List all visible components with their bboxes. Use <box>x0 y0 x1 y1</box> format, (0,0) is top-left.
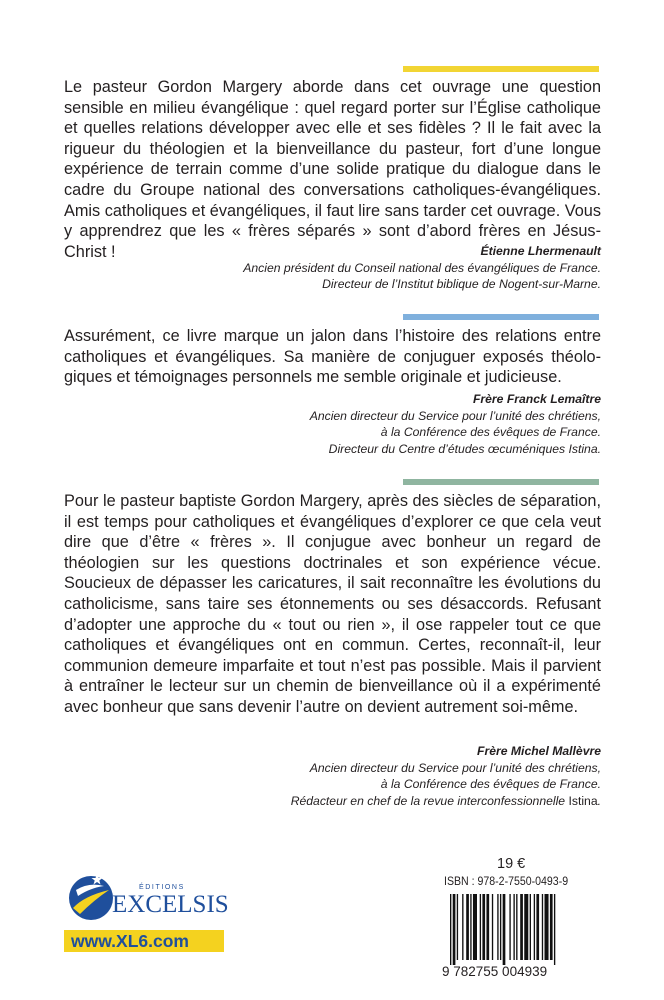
review-author-1-role-2: Directeur de l’Institut biblique de Nogent-sur-Marne. <box>322 277 601 291</box>
review-author-3: Frère Michel Mallèvre <box>477 744 601 758</box>
review-text-2: Assurément, ce livre marque un jalon dans l’histoire des relations entre catholiques et évangéliques. Sa manière de conjuguer exposés théologiques et témoignages personnels me semble originale et judicieuse. <box>64 327 601 387</box>
review-signature-3 <box>291 743 601 809</box>
divider-rule-green <box>403 479 599 485</box>
isbn: ISBN : 978-2-7550-0493-9 <box>444 876 569 888</box>
divider-rule-blue <box>403 314 599 320</box>
barcode-icon <box>442 894 601 965</box>
review-author-3-role-2: à la Conférence des évêques de France. <box>380 777 601 791</box>
publisher-url[interactable]: www.XL6.com <box>64 930 224 952</box>
review-author-2-role-3: Directeur du Centre d’études œcuméniques Istina. <box>328 441 601 456</box>
barcode-number: 9 782755 004939 <box>442 964 548 979</box>
review-author-3-role-3: Rédacteur en chef de la revue interconfessionnelle Istina. <box>290 793 601 808</box>
review-author-2-role-2: à la Conférence des évêques de France. <box>380 425 601 439</box>
publisher-label-small: ÉDITIONS <box>139 884 185 891</box>
publisher-name: EXCELSIS <box>112 891 229 918</box>
publisher-logo <box>64 868 244 928</box>
review-text-3: Pour le pasteur baptiste Gordon Margery, après des siècles de séparation, il est temps pour catholiques et évangéliques d’explorer ce que cela veut dire que d’être « frères ». Il conjugue avec bonheur un regard de théologien sur les questions doctrinales et son expérience vécue. Soucieux de dépasser les caricatures, il sait reconnaître les évolutions du catholicisme, sans taire ses étonnements ou ses désaccords. Refusant d’adopter une approche du « tout ou rien », il ose rappeler tout ce que catholiques et évangéliques ont en commun. Certes, reconnaît-il, leur communion demeure imparfaite et tout n’est pas possible. Mais il parvient à entraîner le lecteur sur un chemin de bienveillance où il a expérimenté avec bonheur que sans devenir l’autre on devient autrement soi-même. <box>64 492 601 716</box>
price: 19 € <box>497 856 526 872</box>
review-author-2-role-1: Ancien directeur du Service pour l’unité des chrétiens, <box>309 408 601 423</box>
review-author-2: Frère Franck Lemaître <box>472 392 601 406</box>
review-text-1: Le pasteur Gordon Margery aborde dans cet ouvrage une question sensible en milieu évangélique : quel regard porter sur l’Église catholique et quelles relations développer avec elle et ses fidèles ? Il le fait avec la rigueur du théologien et la bienveillance du pasteur, fort d’une longue expérience de terrain comme d’une solide pratique du dialogue dans le cadre du Groupe national des conversations catholiques-évangéliques. Amis catholiques et évangéliques, il faut lire sans tarder cet ouvrage. Vous y apprendrez que les « frères séparés » sont d’abord frères en Jésus-Christ ! <box>64 78 601 261</box>
review-author-1: Étienne Lhermenault <box>480 244 601 258</box>
review-signature-2 <box>310 391 601 457</box>
review-author-1-role-1: Ancien président du Conseil national des évangéliques de France. <box>243 260 601 275</box>
review-signature-1 <box>243 243 601 293</box>
review-author-3-role-1: Ancien directeur du Service pour l’unité des chrétiens, <box>309 760 601 775</box>
excelsis-emblem-icon <box>69 874 113 920</box>
divider-rule-yellow <box>403 66 599 72</box>
